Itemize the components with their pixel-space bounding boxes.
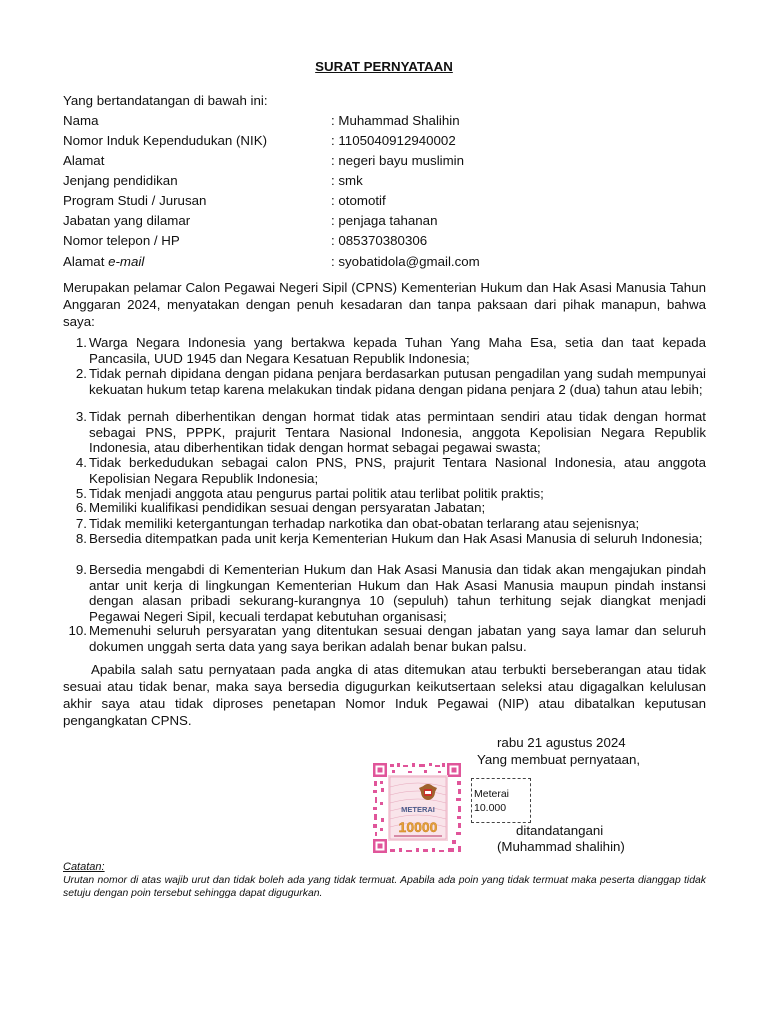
field-label: Program Studi / Jurusan [63,193,207,208]
field-label: Nomor telepon / HP [63,233,180,248]
field-label: Nama [63,113,99,128]
list-text: Memiliki kualifikasi pendidikan sesuai dengan persyaratan Jabatan; [89,500,486,515]
list-text: Tidak berkedudukan sebagai calon PNS, PNS, prajurit Tentara Nasional Indonesia, atau anggota Kepolisian Negara Republik Indonesia; [89,455,706,486]
list-number: 1. [75,335,87,350]
field-value: : 1105040912940002 [331,133,456,148]
meterai-label: Meterai [474,788,510,800]
field-value: : syobatidola@gmail.com [331,254,480,269]
field-telepon [63,233,723,253]
list-text: Tidak memiliki ketergantungan terhadap narkotika dan obat-obatan terlarang atau sejenisnya; [89,516,640,531]
field-label: Nomor Induk Kependudukan (NIK) [63,133,267,148]
signature-name: (Muhammad shalihin) [497,839,625,854]
document-title: SURAT PERNYATAAN [315,59,453,74]
field-label: Alamat [63,153,105,168]
field-nik [63,133,723,153]
list-number: 8. [75,531,87,546]
intro-text: Yang bertandatangan di bawah ini: [63,93,268,108]
list-text: Bersedia ditempatkan pada unit kerja Kementerian Hukum dan Hak Asasi Manusia di seluruh Indonesia; [89,531,703,546]
list-number: 5. [75,486,87,501]
stamp-label: METERAI [401,805,435,814]
list-number: 9. [75,562,87,577]
field-value: : penjaga tahanan [331,213,438,228]
field-program-studi [63,193,723,213]
field-alamat [63,153,723,173]
field-label: Jabatan yang dilamar [63,213,191,228]
field-label [63,254,144,269]
field-label-italic: e-mail [108,254,145,269]
field-value: : Muhammad Shalihin [331,113,460,128]
field-value: : otomotif [331,193,386,208]
field-nama [63,113,723,133]
field-label: Jenjang pendidikan [63,173,178,188]
signature-maker: Yang membuat pernyataan, [477,752,641,767]
list-text: Bersedia mengabdi di Kementerian Hukum dan Hak Asasi Manusia dan tidak akan mengajukan pindah antar unit kerja di lingkungan Kementerian Hukum dan Hak Asasi Manusia maupun pindah instansi dengan alasan pribadi sekurang-kurangnya 10 (sepuluh) tahun terhitung sejak diangkat menjadi Pegawai Negeri Sipil, kecuali terdapat kebutuhan organisasi; [89,562,706,624]
list-text: Warga Negara Indonesia yang bertakwa kepada Tuhan Yang Maha Esa, setia dan taat kepada Pancasila, UUD 1945 dan Negara Kesatuan Republik Indonesia; [89,335,706,366]
list-number: 10. [68,623,87,638]
field-jenjang [63,173,723,193]
field-label-prefix: Alamat [63,254,109,269]
opening-paragraph: Merupakan pelamar Calon Pegawai Negeri Sipil (CPNS) Kementerian Hukum dan Hak Asasi Manusia Tahun Anggaran 2024, menyatakan dengan penuh kesadaran dan tanpa paksaan dari pihak manapun, bahwa saya: [63,280,706,329]
list-number: 6. [75,500,87,515]
stamp-value: 10000 [398,819,438,835]
list-number: 7. [75,516,87,531]
note-text: Urutan nomor di atas wajib urut dan tidak boleh ada yang tidak termuat. Apabila ada poin yang tidak termuat maka peserta dianggap tidak setuju dengan poin tersebut sehingga dapat digugurkan. [63,875,706,899]
closing-paragraph: Apabila salah satu pernyataan pada angka di atas ditemukan atau terbukti berseberangan atau tidak sesuai atau tidak benar, maka saya bersedia digugurkan keikutsertaan seleksi atau digagalkan kelulusan akhir saya atau tidak diproses penetapan Nomor Induk Pegawai (NIP) atau dibatalkan keputusan pengangkatan CPNS. [63,662,706,728]
field-value: : smk [331,173,363,188]
field-value: : negeri bayu muslimin [331,153,465,168]
field-email [63,254,723,274]
list-text: Tidak menjadi anggota atau pengurus partai politik atau terlibat politik praktis; [89,486,544,501]
signature-date: rabu 21 agustus 2024 [497,735,626,750]
signature-signed: ditandatangani [516,823,604,838]
list-text: Tidak pernah dipidana dengan pidana penjara berdasarkan putusan pengadilan yang sudah mempunyai kekuatan hukum tetap karena melakukan tindak pidana dengan pidana penjara 2 (dua) tahun atau lebih; [89,366,706,397]
meterai-stamp-graphic [372,762,462,854]
list-number: 2. [75,366,87,381]
meterai-placeholder [471,778,531,823]
list-number: 4. [75,455,87,470]
note-title: Catatan: [63,861,105,873]
field-value: : 085370380306 [331,233,428,248]
list-number: 3. [75,409,87,424]
meterai-stamp [372,762,462,854]
list-text: Tidak pernah diberhentikan dengan hormat tidak atas permintaan sendiri atau tidak dengan hormat sebagai PNS, PPPK, prajurit Tentara Nasional Indonesia, anggota Kepolisian Negara Republik Indonesia, atau diberhentikan tidak dengan hormat sebagai pegawai swasta; [89,409,706,455]
list-text: Memenuhi seluruh persyaratan yang ditentukan sesuai dengan jabatan yang saya lamar dan seluruh dokumen unggah serta data yang saya berikan adalah benar bukan palsu. [89,623,706,654]
field-jabatan [63,213,723,233]
meterai-value: 10.000 [474,802,507,814]
